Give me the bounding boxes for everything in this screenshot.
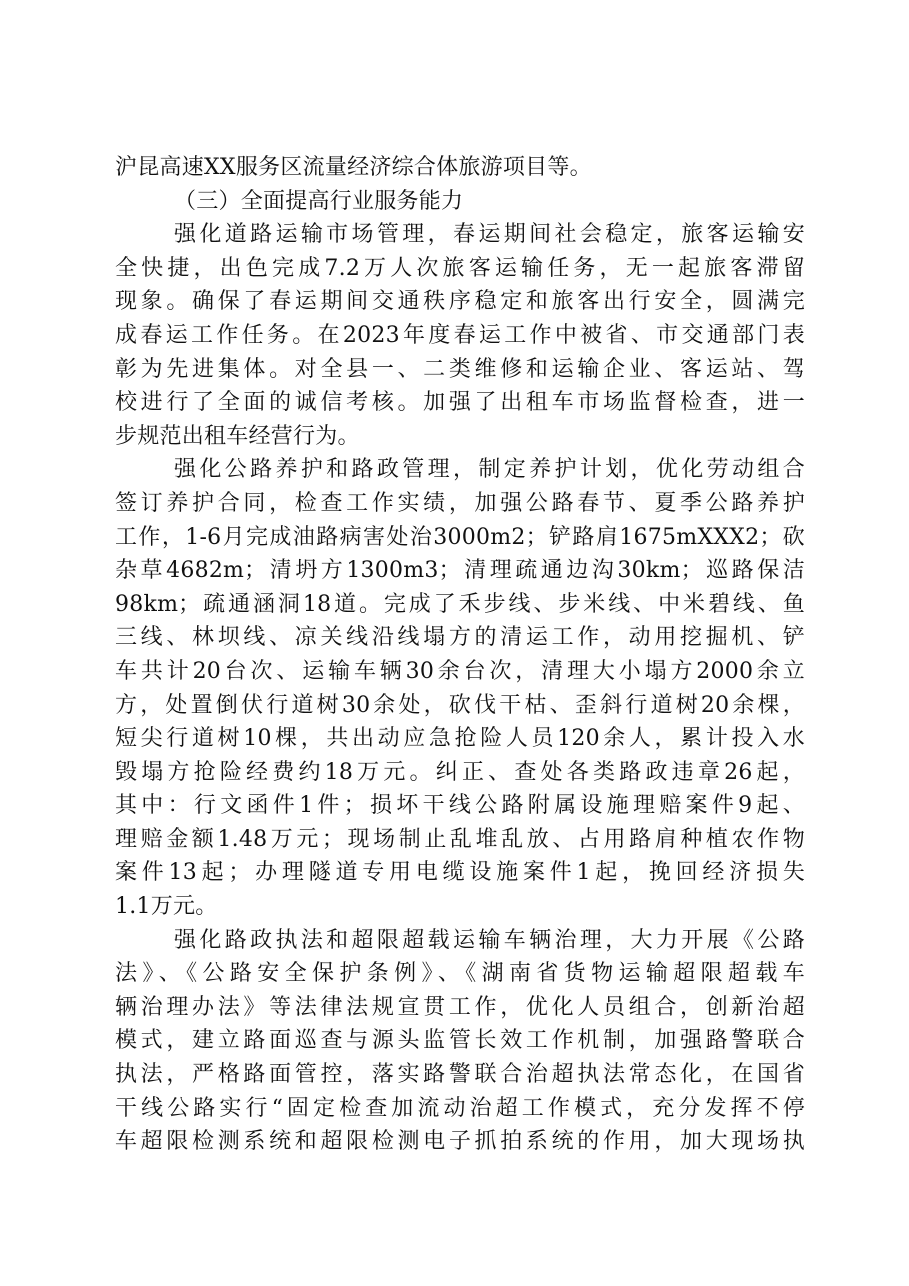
text-line: 现象。确保了春运期间交通秩序稳定和旅客出行安全，圆满完 <box>115 289 805 315</box>
text-line: 彰为先进集体。对全县一、二类维修和运输企业、客运站、驾 <box>115 356 805 382</box>
text-line: 沪昆高速XX服务区流量经济综合体旅游项目等。 <box>115 155 592 180</box>
text-line: 法》、《公路安全保护条例》、《湖南省货物运输超限超载车 <box>115 961 805 987</box>
text-line: 理赔金额1.48万元；现场制止乱堆乱放、占用路肩种植农作物 <box>115 826 805 852</box>
text-line: 干线公路实行“固定检查加流动治超工作模式，充分发挥不停 <box>115 1095 805 1121</box>
text-line: 方，处置倒伏行道树30余处，砍伐干枯、歪斜行道树20余棵， <box>115 692 805 718</box>
text-line: 98km；疏通涵洞18道。完成了禾步线、步米线、中米碧线、鱼 <box>115 591 805 617</box>
text-line: 案件13起；办理隧道专用电缆设施案件1起，挽回经济损失 <box>115 860 805 886</box>
text-line: 模式，建立路面巡查与源头监管长效工作机制，加强路警联合 <box>115 1028 805 1054</box>
text-line: 辆治理办法》等法律法规宣贯工作，优化人员组合，创新治超 <box>115 994 805 1020</box>
text-line: 校进行了全面的诚信考核。加强了出租车市场监督检查，进一 <box>115 390 805 416</box>
text-line: 工作，1-6月完成油路病害处治3000m2；铲路肩1675mXXX2；砍 <box>115 524 805 550</box>
text-line: 杂草4682m；清坍方1300m3；清理疏通边沟30km；巡路保洁 <box>115 558 805 584</box>
paragraph-first-line: 强化道路运输市场管理，春运期间社会稳定，旅客运输安 <box>174 222 805 248</box>
section-heading: （三）全面提高行业服务能力 <box>174 188 464 214</box>
text-line: 步规范出租车经营行为。 <box>115 423 360 449</box>
paragraph-first-line: 强化路政执法和超限超载运输车辆治理，大力开展《公路 <box>174 927 805 953</box>
text-line: 成春运工作任务。在2023年度春运工作中被省、市交通部门表 <box>115 322 805 348</box>
text-line: 执法，严格路面管控，落实路警联合治超执法常态化，在国省 <box>115 1062 805 1088</box>
text-line: 全快捷，出色完成7.2万人次旅客运输任务，无一起旅客滞留 <box>115 255 805 281</box>
text-line: 车超限检测系统和超限检测电子抓拍系统的作用，加大现场执 <box>115 1129 805 1155</box>
document-body <box>115 151 805 1159</box>
text-line: 车共计20台次、运输车辆30余台次，清理大小塌方2000余立 <box>115 658 805 684</box>
text-line: 1.1万元。 <box>115 894 218 920</box>
paragraph-first-line: 强化公路养护和路政管理，制定养护计划，优化劳动组合 <box>174 457 805 483</box>
text-line: 三线、林坝线、凉关线沿线塌方的清运工作，动用挖掘机、铲 <box>115 625 805 651</box>
text-line: 其中：行文函件1件；损坏干线公路附属设施理赔案件9起、 <box>115 793 805 819</box>
text-line: 短尖行道树10棵，共出动应急抢险人员120余人，累计投入水 <box>115 726 805 752</box>
text-line: 签订养护合同，检查工作实绩，加强公路春节、夏季公路养护 <box>115 490 805 516</box>
text-line: 毁塌方抢险经费约18万元。纠正、查处各类路政违章26起， <box>115 759 805 785</box>
